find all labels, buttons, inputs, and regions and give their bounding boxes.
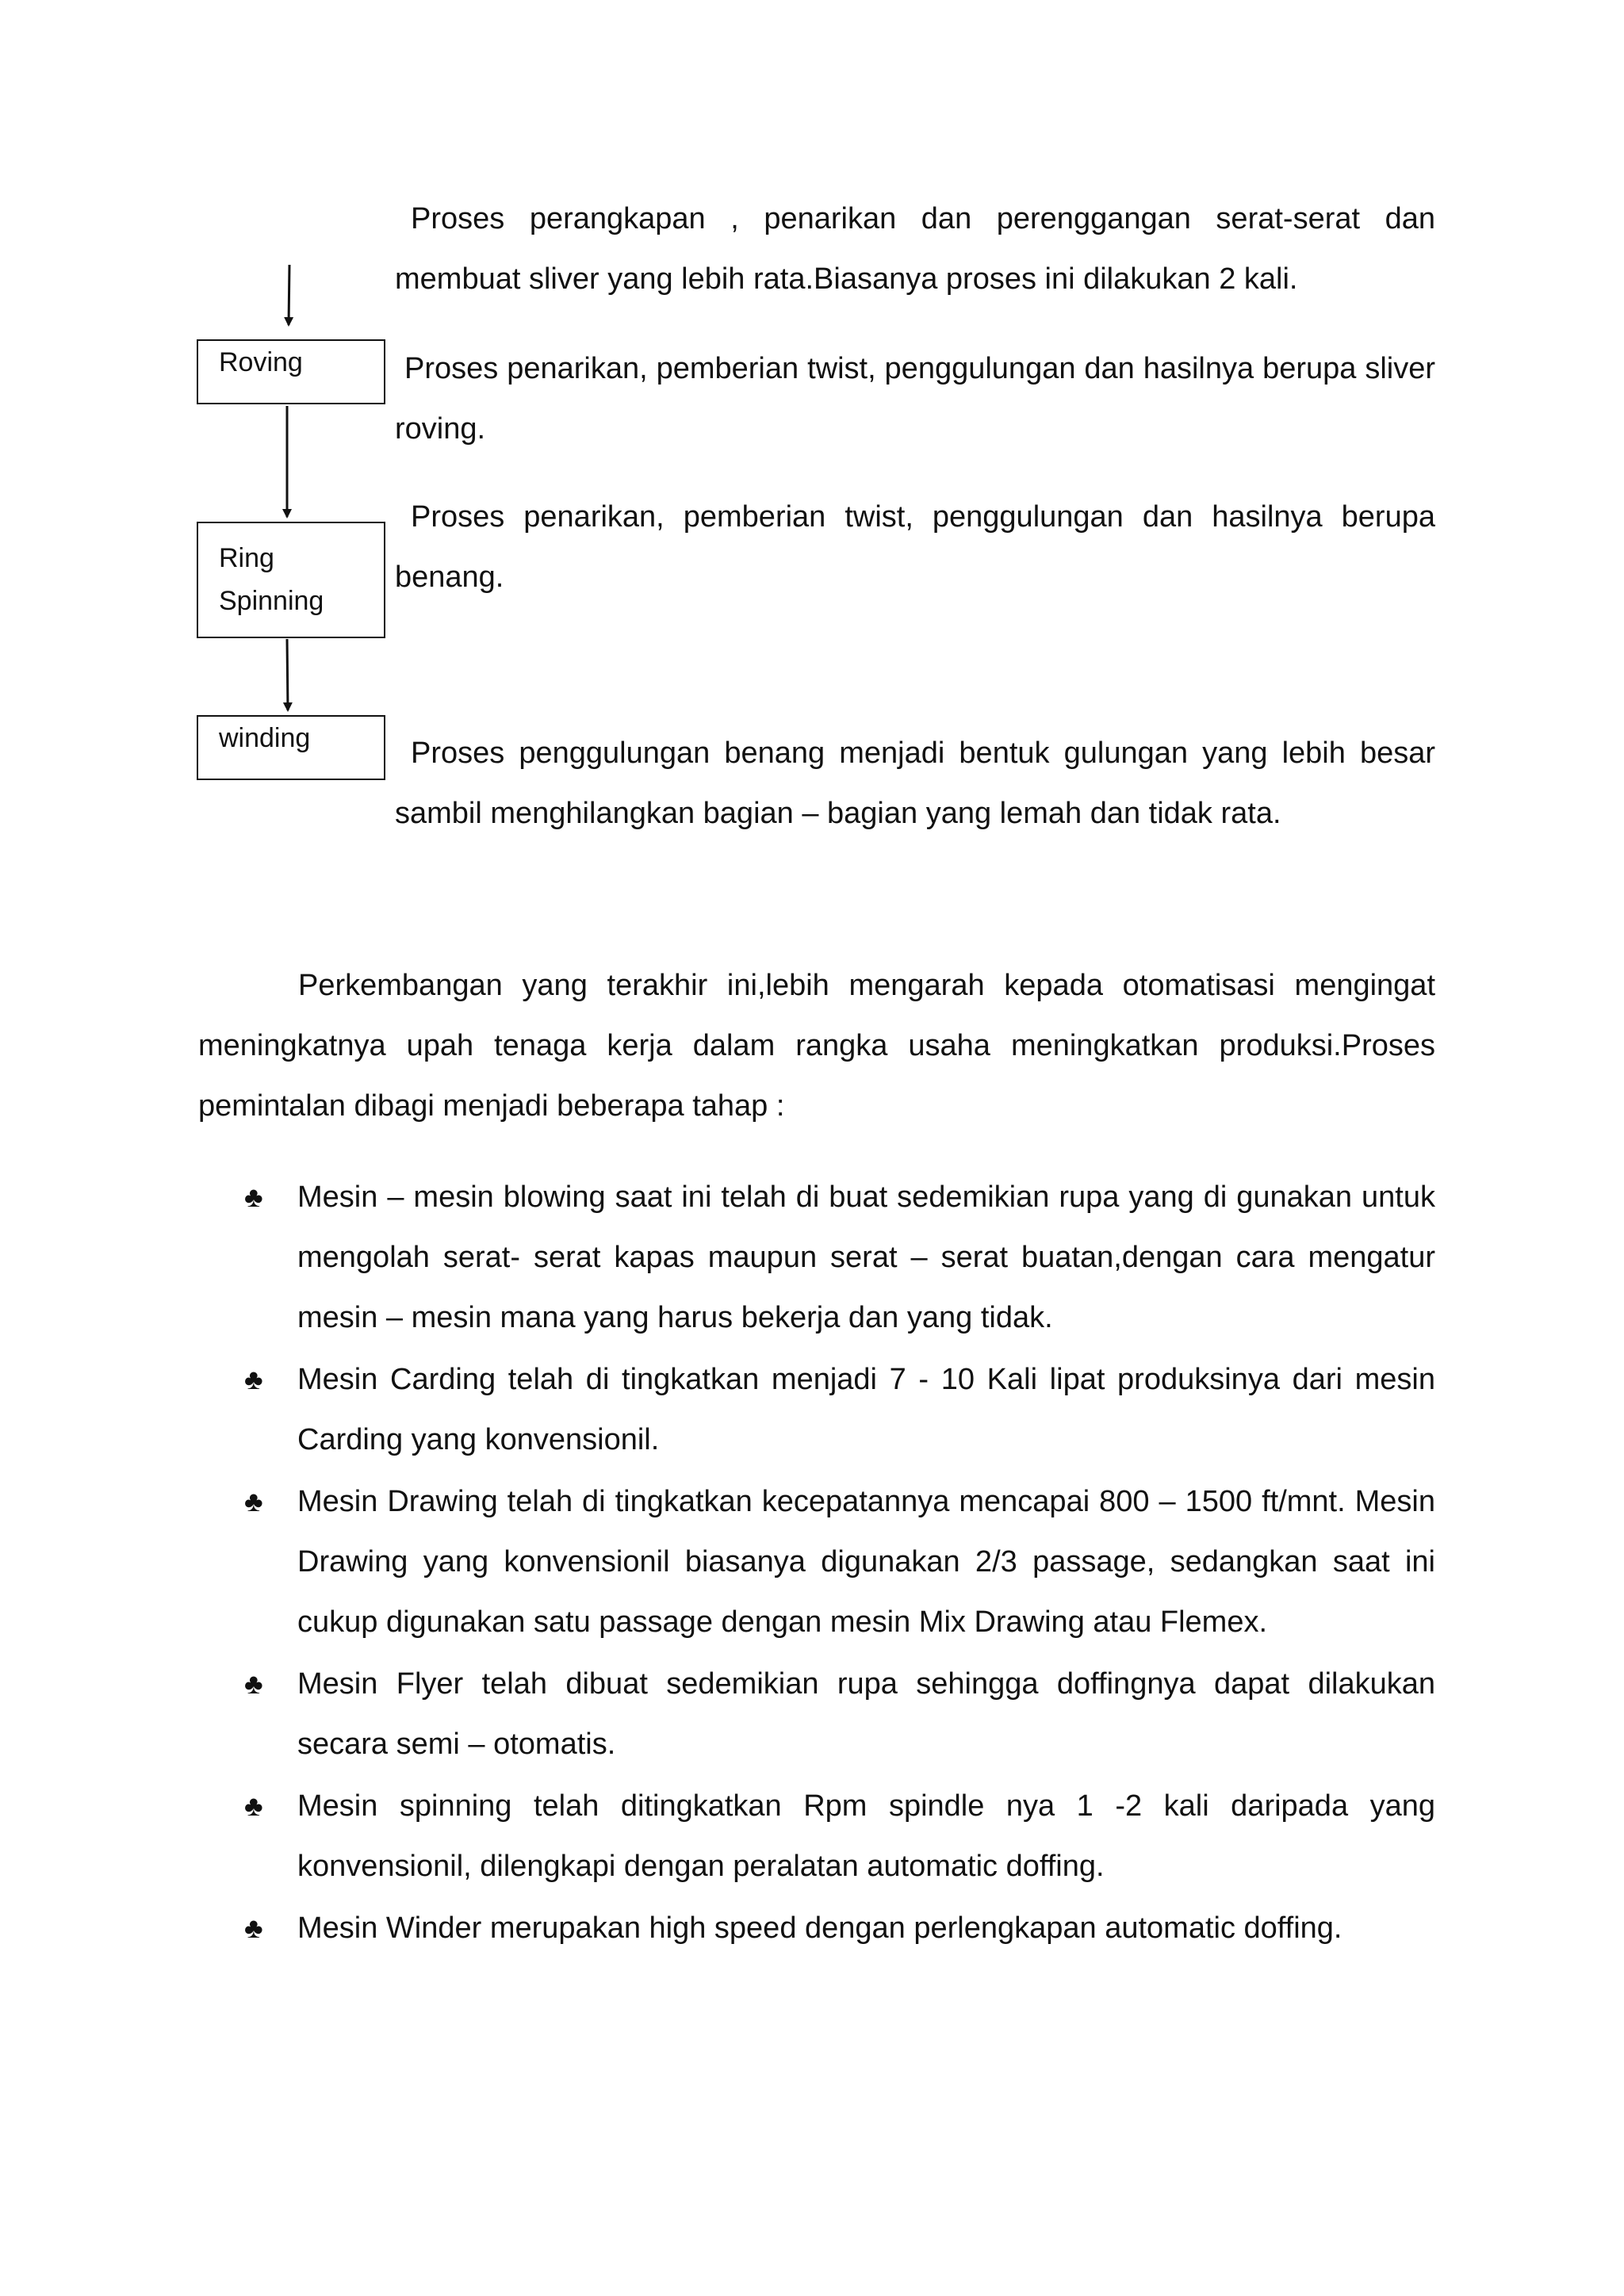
arrow-ring-to-winding [287,639,288,710]
list-item-text: Mesin Drawing telah di tingkatkan kecepatannya mencapai 800 – 1500 ft/mnt. Mesin Drawing yang konvensionil biasanya digunakan 2/3 passage, sedangkan saat ini cukup digunakan satu passage dengan mesin Mix Drawing atau Flemex. [297,1485,1435,1639]
list-item-text: Mesin spinning telah ditingkatkan Rpm spindle nya 1 -2 kali daripada yang konvensionil, dilengkapi dengan peralatan automatic doffing. [297,1789,1435,1883]
list-item-text: Mesin Flyer telah dibuat sedemikian rupa sehingga doffingnya dapat dilakukan secara semi – otomatis. [297,1667,1435,1761]
list-item [198,1654,1435,1774]
desc-drawing [395,189,1435,309]
desc-winding [395,723,1435,844]
list-item [198,1776,1435,1896]
club-bullet-icon: ♣ [244,1181,263,1213]
desc-text: Proses penarikan, pemberian twist, penggulungan dan hasilnya berupa benang. [395,500,1435,594]
flow-box-label-line: Spinning [219,586,324,616]
desc-text: Proses penggulungan benang menjadi bentuk gulungan yang lebih besar sambil menghilangkan bagian – bagian yang lemah dan tidak rata. [395,737,1435,830]
list-item-text: Mesin Winder merupakan high speed dengan perlengkapan automatic doffing. [297,1911,1342,1945]
flow-box-label: Roving [219,347,303,377]
club-bullet-icon: ♣ [244,1485,263,1517]
club-bullet-icon: ♣ [244,1911,263,1944]
flow-box-roving [197,339,385,404]
club-bullet-icon: ♣ [244,1667,263,1700]
flow-box-label: winding [219,723,311,753]
list-item [198,1898,1435,1958]
club-bullet-icon: ♣ [244,1789,263,1822]
flow-box-ring-spinning [197,522,385,638]
desc-text: Proses perangkapan , penarikan dan perenggangan serat-serat dan membuat sliver yang lebih rata.Biasanya proses ini dilakukan 2 kali. [395,202,1435,296]
body-paragraph: Perkembangan yang terakhir ini,lebih mengarah kepada otomatisasi mengingat meningkatnya upah tenaga kerja dalam rangka usaha meningkatkan produksi.Proses pemintalan dibagi menjadi beberapa tahap : [198,969,1435,1123]
list-item-text: Mesin Carding telah di tingkatkan menjadi 7 - 10 Kali lipat produksinya dari mesin Carding yang konvensionil. [297,1363,1435,1456]
list-item-text: Mesin – mesin blowing saat ini telah di buat sedemikian rupa yang di gunakan untuk mengolah serat- serat kapas maupun serat – serat buatan,dengan cara mengatur mesin – mesin mana yang harus bekerja dan yang tidak. [297,1181,1435,1334]
desc-ring-spinning [395,487,1435,607]
list-item [198,1349,1435,1470]
club-bullet-icon: ♣ [244,1363,263,1395]
desc-text: Proses penarikan, pemberian twist, penggulungan dan hasilnya berupa sliver roving. [395,352,1435,446]
flow-box-winding [197,715,385,780]
list-item [198,1167,1435,1348]
desc-roving [395,339,1435,459]
bullet-list [198,1167,1435,1960]
list-item [198,1471,1435,1652]
flow-box-label-line: Ring [219,543,274,573]
